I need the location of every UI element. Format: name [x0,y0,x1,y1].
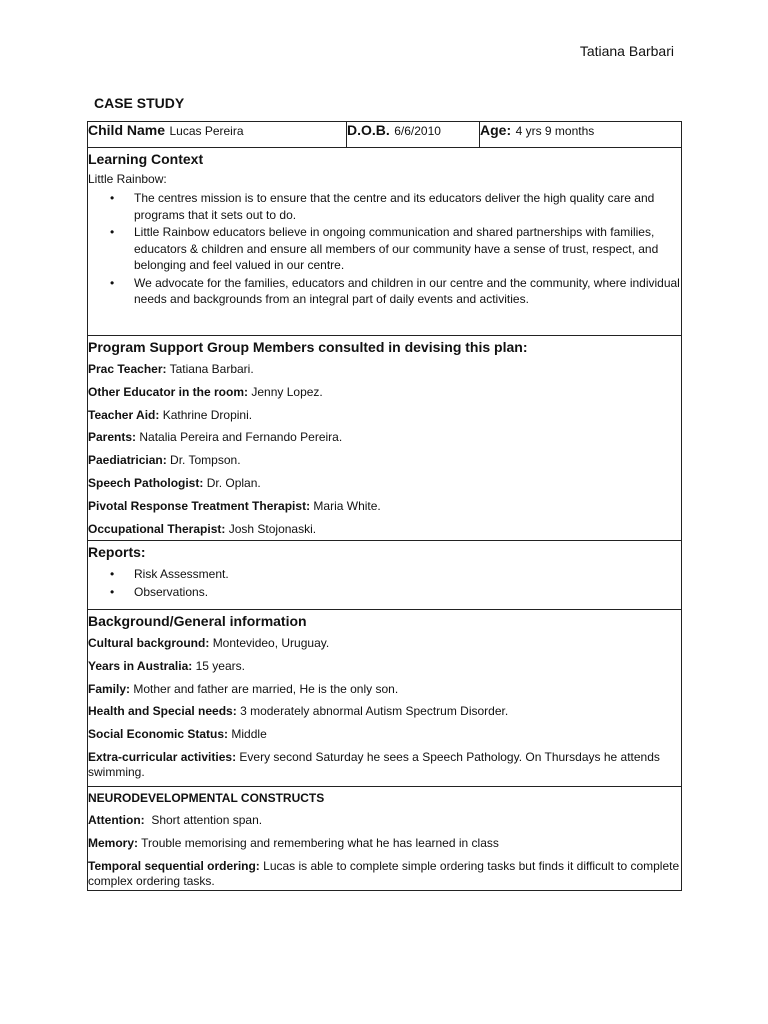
member-role: Teacher Aid: [88,407,160,422]
background-label: Family: [88,681,131,696]
background-item [88,682,681,697]
dob-cell [347,122,480,148]
member-item [88,499,681,514]
child-name-cell [88,122,347,148]
child-name-label: Child Name [88,122,166,138]
member-role: Pivotal Response Treatment Therapist: [88,498,311,513]
background-label: Cultural background: [88,636,210,650]
neuro-value: Lucas is able to complete simple ordering tasks but finds it difficult to complete complex ordering tasks. [88,858,680,888]
support-group-row [88,336,682,541]
neuro-item [88,859,681,889]
child-name-value: Lucas Pereira [169,124,244,138]
background-item [88,659,681,674]
learning-context-intro: Little Rainbow: [88,172,167,186]
age-label: Age: [480,122,512,138]
background-title: Background/General information [88,613,307,629]
member-role: Speech Pathologist: [88,475,204,490]
neuro-section [88,787,682,891]
background-value: Mother and father are married, He is the only son. [133,681,399,696]
background-row [88,610,682,787]
child-info-row [88,122,682,148]
reports-section [88,541,682,610]
background-item [88,704,681,719]
reports-list [88,566,681,600]
neuro-value: Short attention span. [151,813,263,827]
list-item: • We advocate for the families, educators and children in our centre and the community, where individual needs and backgrounds from an integral part of daily events and activities. [134,275,681,308]
background-label: Health and Special needs: [88,704,237,719]
background-value: Every second Saturday he sees a Speech Pathology. On Thursdays he attends swimming. [88,749,660,779]
member-role: Prac Teacher: [88,362,167,376]
member-name: Dr. Oplan. [206,475,261,490]
support-group-title: Program Support Group Members consulted in devising this plan: [88,339,528,355]
list-item: • Little Rainbow educators believe in ongoing communication and shared partnerships with families, educators & children and ensure all members of our community have a sense of trust, respect, and belonging and feel valued in our centre. [134,224,681,274]
background-value: 3 moderately abnormal Autism Spectrum Disorder. [240,704,509,719]
member-role: Occupational Therapist: [88,521,226,536]
member-name: Dr. Tompson. [170,453,241,468]
learning-context-row [88,148,682,336]
member-item [88,522,681,537]
background-item [88,727,681,742]
background-value: 15 years. [195,658,245,673]
list-item: • The centres mission is to ensure that the centre and its educators deliver the high quality care and programs that it sets out to do. [134,190,681,223]
neuro-value: Trouble memorising and remembering what he has learned in class [141,835,499,850]
reports-title: Reports: [88,544,146,560]
reports-row [88,541,682,610]
member-item [88,476,681,491]
background-label: Social Economic Status: [88,727,229,742]
background-value: Middle [231,727,267,742]
list-item: • Risk Assessment. [134,566,681,583]
dob-label: D.O.B. [347,122,390,138]
member-role: Other Educator in the room: [88,384,249,399]
dob-value: 6/6/2010 [394,124,441,138]
case-study-table [87,121,682,891]
background-item [88,636,681,651]
member-name: Tatiana Barbari. [169,362,254,376]
neuro-label: Attention: [88,813,145,827]
background-section [88,610,682,787]
document-title: CASE STUDY [94,95,185,111]
member-item [88,385,681,400]
age-value: 4 yrs 9 months [515,124,595,138]
background-label: Years in Australia: [88,658,193,673]
age-cell [480,122,682,148]
member-name: Kathrine Dropini. [162,407,253,422]
document-author: Tatiana Barbari [579,43,674,59]
learning-context-section [88,148,682,336]
neuro-item [88,813,681,828]
neuro-label: Temporal sequential ordering: [88,858,260,873]
background-value: Montevideo, Uruguay. [212,636,330,650]
member-item [88,362,681,377]
background-item [88,750,681,780]
neuro-item [88,836,681,851]
neuro-label: Memory: [88,835,139,850]
neuro-title: NEURODEVELOPMENTAL CONSTRUCTS [88,791,325,805]
list-item: • Observations. [134,584,681,601]
neuro-row [88,787,682,891]
learning-context-list [88,190,681,308]
member-name: Maria White. [313,498,381,513]
member-name: Jenny Lopez. [251,384,323,399]
member-item [88,408,681,423]
member-item [88,430,681,445]
member-name: Natalia Pereira and Fernando Pereira. [139,430,343,445]
member-role: Paediatrician: [88,453,167,468]
learning-context-title: Learning Context [88,151,204,167]
background-label: Extra-curricular activities: [88,749,237,764]
member-item [88,453,681,468]
member-name: Josh Stojonaski. [228,521,317,536]
support-group-section [88,336,682,541]
member-role: Parents: [88,430,137,445]
